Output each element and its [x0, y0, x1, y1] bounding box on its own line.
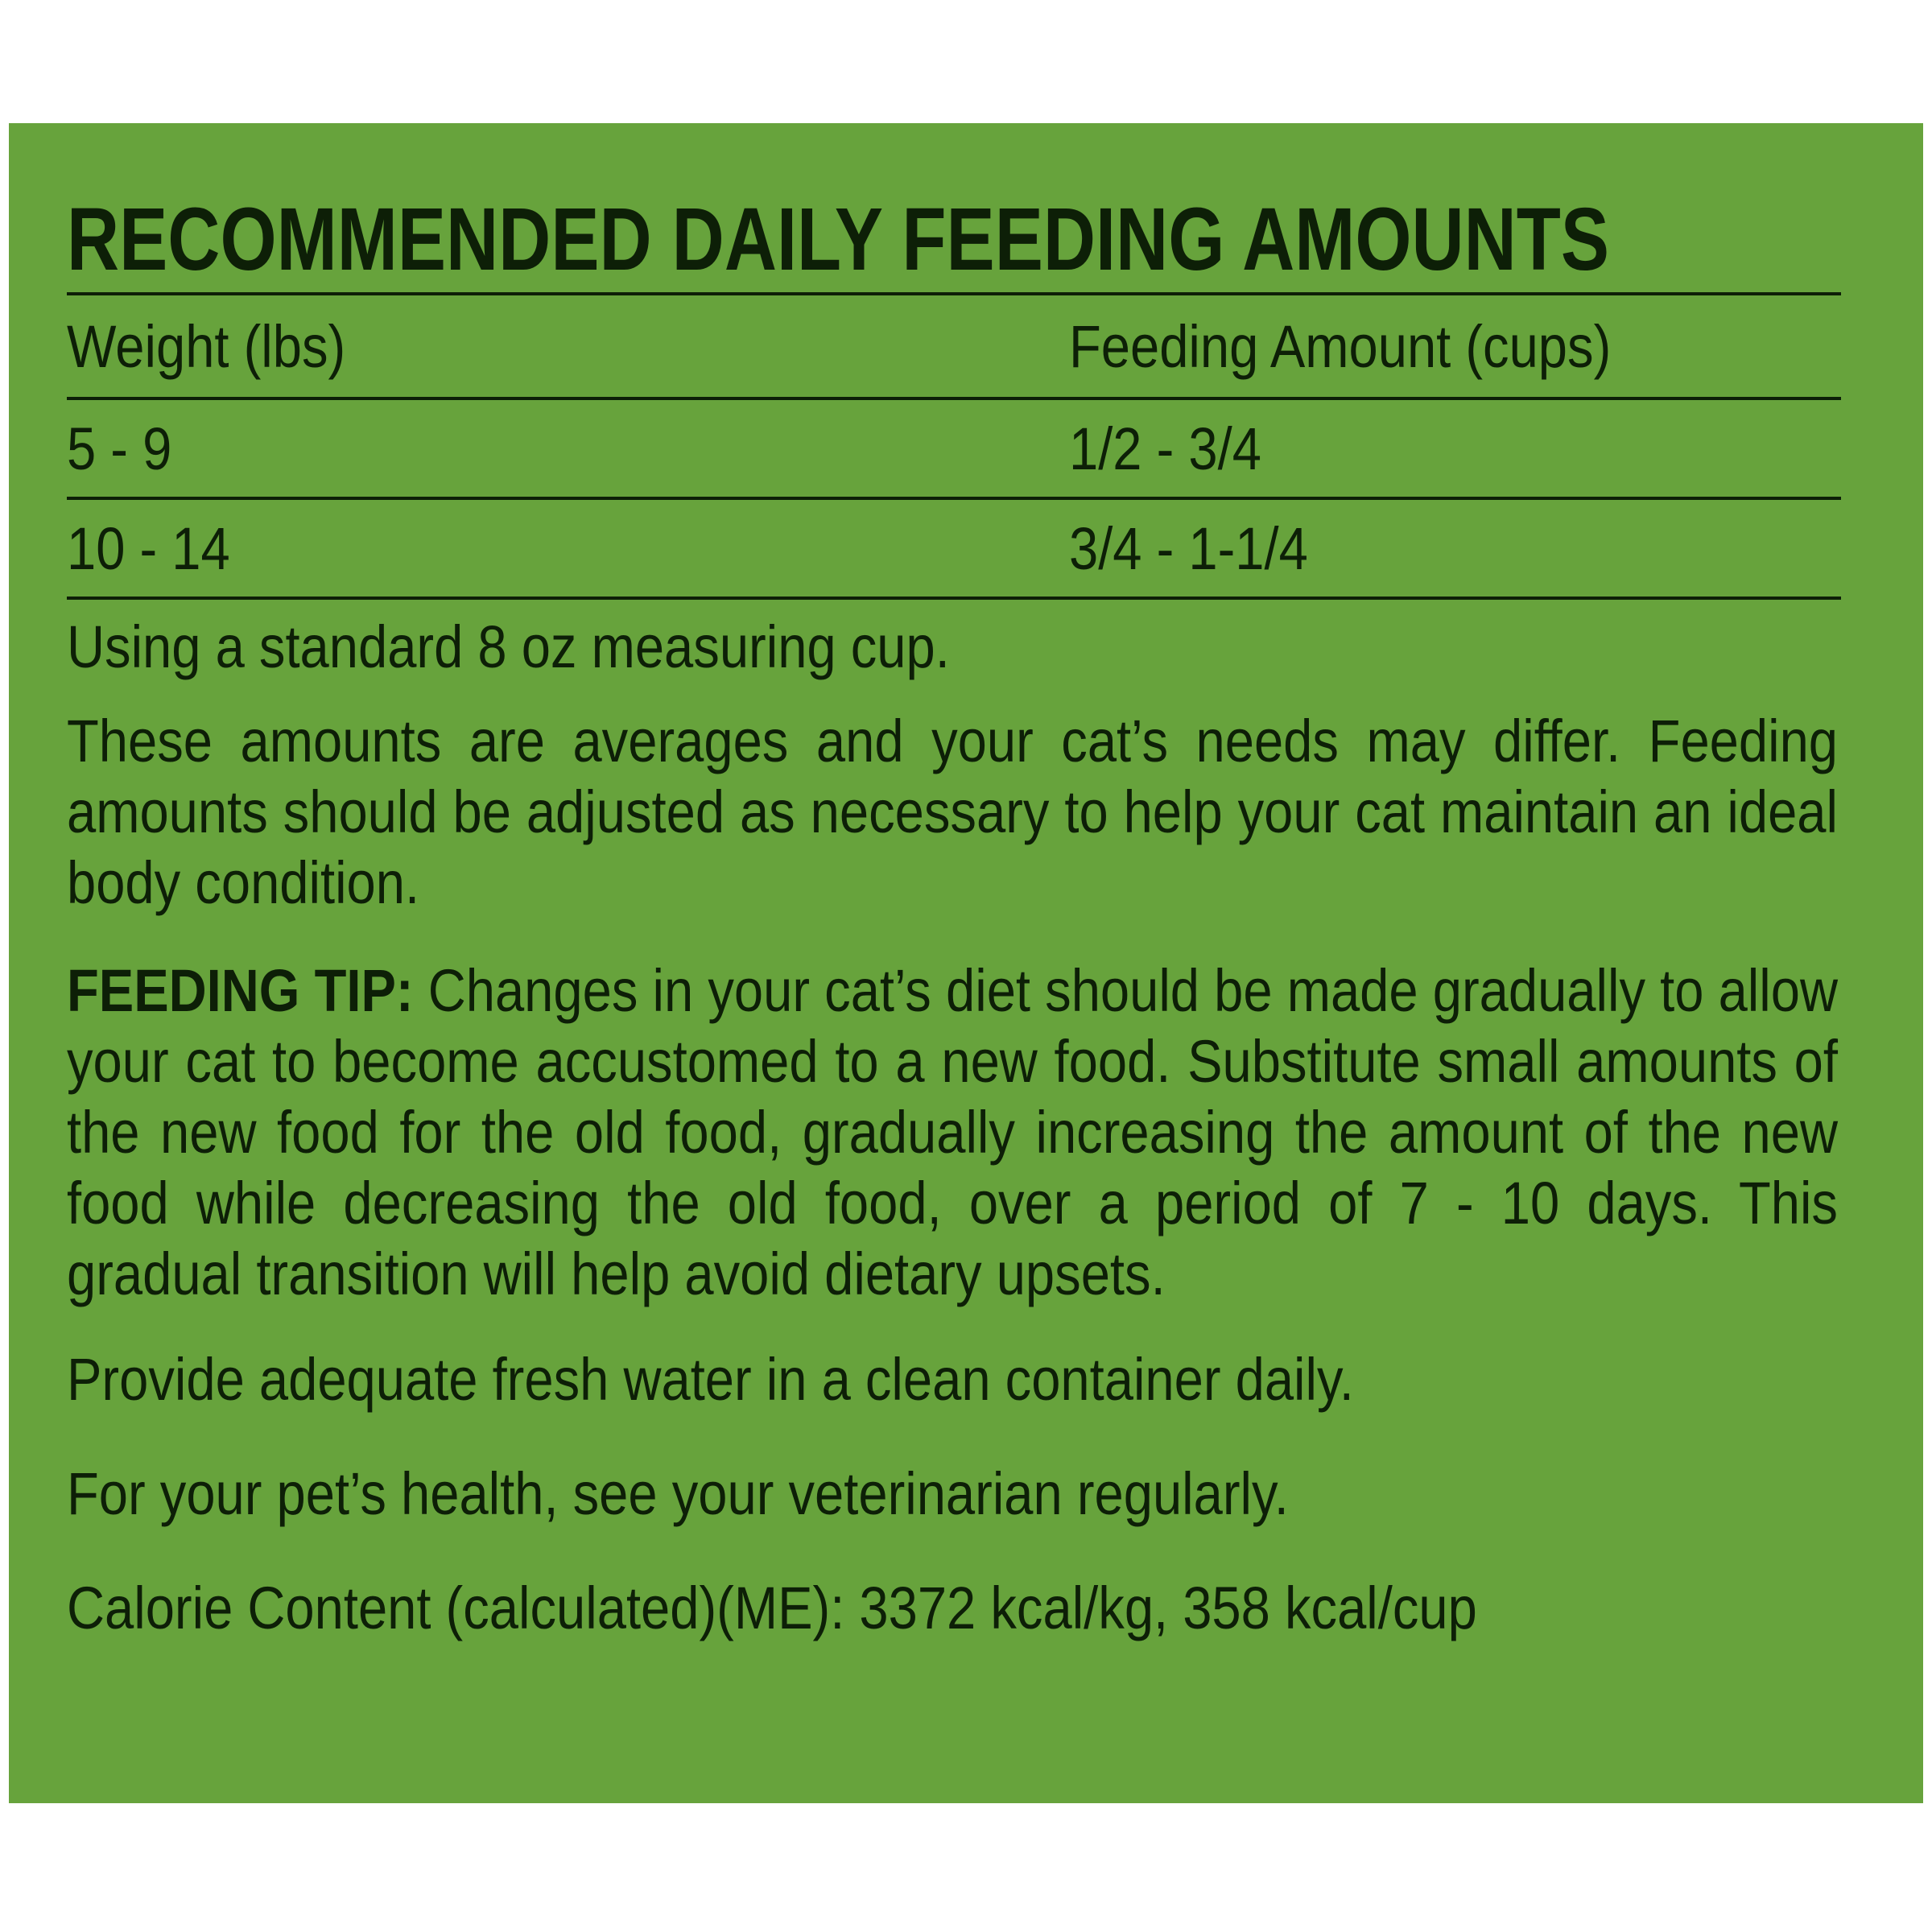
weight-cell: 10 - 14	[67, 514, 230, 582]
table-bottom-rule	[67, 597, 1841, 600]
averages-paragraph: These amounts are averages and your cat’s needs may differ. Feeding amounts should be adjusted as necessary to help your cat maintain an ideal body condition.	[67, 708, 1838, 916]
table-header-row	[67, 295, 1841, 397]
vet-note: For your pet’s health, see your veterinarian regularly.	[67, 1460, 1289, 1527]
amount-cell: 3/4 - 1-1/4	[1069, 514, 1308, 582]
feeding-tip-paragraph	[67, 956, 1838, 1310]
feeding-panel	[9, 123, 1923, 1803]
feeding-tip-text: Changes in your cat’s diet should be made gradually to allow your cat to become accustomed to a new food. Substitute small amounts of the new food for the old food, gradually increasing the amount of the new food while decreasing the old food, over a period of 7 - 10 days. This gradual transition will help avoid dietary upsets.	[67, 957, 1838, 1307]
feeding-tip-wrap	[67, 956, 1838, 1310]
feeding-tip-label: FEEDING TIP:	[67, 957, 414, 1024]
measuring-note: Using a standard 8 oz measuring cup.	[67, 613, 950, 680]
weight-cell: 5 - 9	[67, 415, 172, 482]
water-note: Provide adequate fresh water in a clean container daily.	[67, 1346, 1354, 1413]
feeding-title: RECOMMENDED DAILY FEEDING AMOUNTS	[67, 190, 1610, 289]
amount-cell: 1/2 - 3/4	[1069, 415, 1261, 482]
feeding-content	[67, 188, 1841, 1645]
weight-header: Weight (lbs)	[67, 312, 346, 380]
table-row	[67, 400, 1841, 497]
amount-header: Feeding Amount (cups)	[1069, 312, 1612, 380]
calorie-content: Calorie Content (calculated)(ME): 3372 kcal/kg, 358 kcal/cup	[67, 1575, 1477, 1641]
averages-paragraph-wrap	[67, 706, 1838, 919]
table-row	[67, 500, 1841, 597]
